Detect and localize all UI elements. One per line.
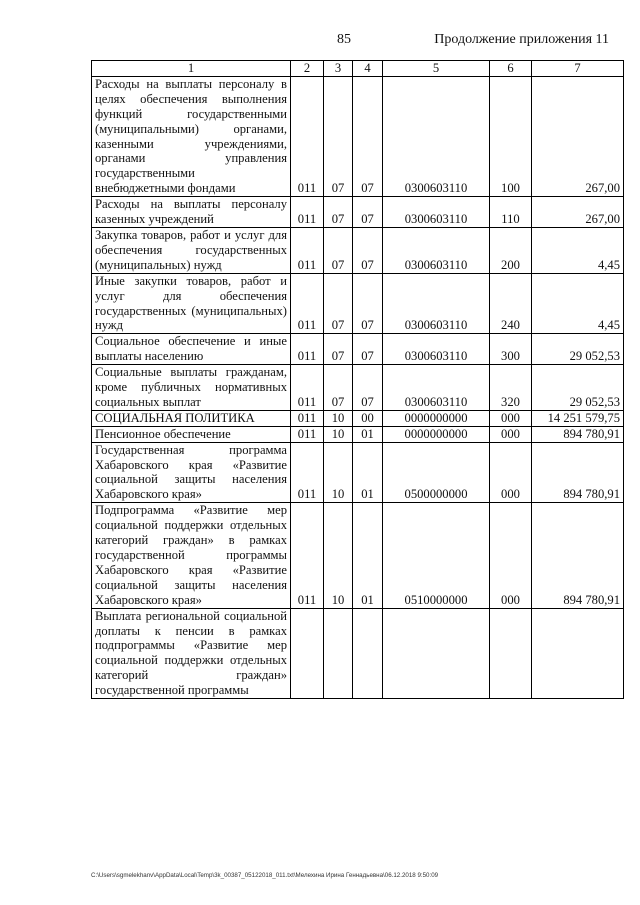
table-row	[92, 197, 624, 228]
section-code: 07	[324, 227, 353, 273]
subsection-code: 07	[353, 334, 383, 365]
section-code: 07	[324, 76, 353, 196]
grbs-code: 011	[291, 273, 324, 334]
grbs-code: 011	[291, 503, 324, 608]
section-code: 07	[324, 197, 353, 228]
expense-name: Выплата региональной социальной доплаты к пенсии в рамках подпрограммы «Развитие мер социальной поддержки отдельных категорий граждан» государственной программы	[92, 608, 291, 698]
expense-name: Социальные выплаты гражданам, кроме публичных нормативных социальных выплат	[92, 365, 291, 411]
subsection-code	[353, 608, 383, 698]
expense-name: Расходы на выплаты персоналу в целях обеспечения выполнения функций государственными (муниципальными) органами, казенными учреждениями, органами управления государственными внебюджетными фондами	[92, 76, 291, 196]
amount: 4,45	[532, 273, 624, 334]
table-row	[92, 365, 624, 411]
subsection-code: 01	[353, 442, 383, 503]
section-code: 10	[324, 503, 353, 608]
column-header: 4	[353, 61, 383, 77]
subsection-code: 01	[353, 426, 383, 442]
column-header: 5	[383, 61, 490, 77]
amount: 14 251 579,75	[532, 410, 624, 426]
target-article-code: 0300603110	[383, 197, 490, 228]
target-article-code: 0510000000	[383, 503, 490, 608]
target-article-code: 0300603110	[383, 76, 490, 196]
expense-type-code: 000	[490, 442, 532, 503]
subsection-code: 07	[353, 227, 383, 273]
subsection-code: 00	[353, 410, 383, 426]
target-article-code: 0300603110	[383, 334, 490, 365]
expense-name: Закупка товаров, работ и услуг для обеспечения государственных (муниципальных) нужд	[92, 227, 291, 273]
table-row	[92, 503, 624, 608]
section-code: 07	[324, 365, 353, 411]
expense-type-code: 200	[490, 227, 532, 273]
expense-name: Государственная программа Хабаровского края «Развитие социальной защиты населения Хабаровского края»	[92, 442, 291, 503]
column-header: 1	[92, 61, 291, 77]
subsection-code: 07	[353, 76, 383, 196]
section-code: 10	[324, 426, 353, 442]
section-code: 10	[324, 410, 353, 426]
expense-type-code: 000	[490, 410, 532, 426]
table-row	[92, 410, 624, 426]
amount: 4,45	[532, 227, 624, 273]
grbs-code	[291, 608, 324, 698]
budget-table	[91, 60, 624, 699]
continuation-label: Продолжение приложения 11	[434, 32, 609, 47]
amount: 29 052,53	[532, 365, 624, 411]
grbs-code: 011	[291, 197, 324, 228]
expense-type-code: 000	[490, 503, 532, 608]
subsection-code: 07	[353, 365, 383, 411]
target-article-code: 0500000000	[383, 442, 490, 503]
grbs-code: 011	[291, 410, 324, 426]
subsection-code: 07	[353, 197, 383, 228]
table-row	[92, 608, 624, 698]
table-row	[92, 227, 624, 273]
target-article-code: 0300603110	[383, 273, 490, 334]
amount: 894 780,91	[532, 503, 624, 608]
expense-type-code: 000	[490, 426, 532, 442]
section-code: 07	[324, 273, 353, 334]
subsection-code: 01	[353, 503, 383, 608]
expense-type-code: 100	[490, 76, 532, 196]
column-header: 2	[291, 61, 324, 77]
section-code: 10	[324, 442, 353, 503]
column-header: 3	[324, 61, 353, 77]
grbs-code: 011	[291, 365, 324, 411]
table-row	[92, 426, 624, 442]
subsection-code: 07	[353, 273, 383, 334]
section-code	[324, 608, 353, 698]
amount: 894 780,91	[532, 426, 624, 442]
expense-type-code: 320	[490, 365, 532, 411]
table-row	[92, 76, 624, 196]
table-row	[92, 442, 624, 503]
file-path-footer: C:\Users\sgmelekhanv\AppData\Local\Temp\3k_00387_05122018_011.txt\Мелехина Ирина Геннадьевна\06.12.2018 9:50:09	[91, 872, 439, 879]
grbs-code: 011	[291, 442, 324, 503]
expense-name: Пенсионное обеспечение	[92, 426, 291, 442]
expense-name: Иные закупки товаров, работ и услуг для обеспечения государственных (муниципальных) нужд	[92, 273, 291, 334]
amount	[532, 608, 624, 698]
column-number-row	[92, 61, 624, 77]
grbs-code: 011	[291, 426, 324, 442]
column-header: 7	[532, 61, 624, 77]
expense-name: СОЦИАЛЬНАЯ ПОЛИТИКА	[92, 410, 291, 426]
target-article-code: 0000000000	[383, 426, 490, 442]
amount: 894 780,91	[532, 442, 624, 503]
expense-type-code	[490, 608, 532, 698]
grbs-code: 011	[291, 227, 324, 273]
grbs-code: 011	[291, 76, 324, 196]
target-article-code: 0000000000	[383, 410, 490, 426]
target-article-code: 0300603110	[383, 227, 490, 273]
column-header: 6	[490, 61, 532, 77]
expense-name: Расходы на выплаты персоналу казенных учреждений	[92, 197, 291, 228]
table-row	[92, 334, 624, 365]
expense-type-code: 110	[490, 197, 532, 228]
table-row	[92, 273, 624, 334]
amount: 267,00	[532, 197, 624, 228]
target-article-code: 0300603110	[383, 365, 490, 411]
expense-type-code: 300	[490, 334, 532, 365]
grbs-code: 011	[291, 334, 324, 365]
section-code: 07	[324, 334, 353, 365]
expense-name: Подпрограмма «Развитие мер социальной поддержки отдельных категорий граждан» в рамках государственной программы Хабаровского края «Развитие социальной защиты населения Хабаровского края»	[92, 503, 291, 608]
amount: 29 052,53	[532, 334, 624, 365]
target-article-code	[383, 608, 490, 698]
expense-type-code: 240	[490, 273, 532, 334]
page-number: 85	[337, 32, 351, 47]
expense-name: Социальное обеспечение и иные выплаты населению	[92, 334, 291, 365]
amount: 267,00	[532, 76, 624, 196]
